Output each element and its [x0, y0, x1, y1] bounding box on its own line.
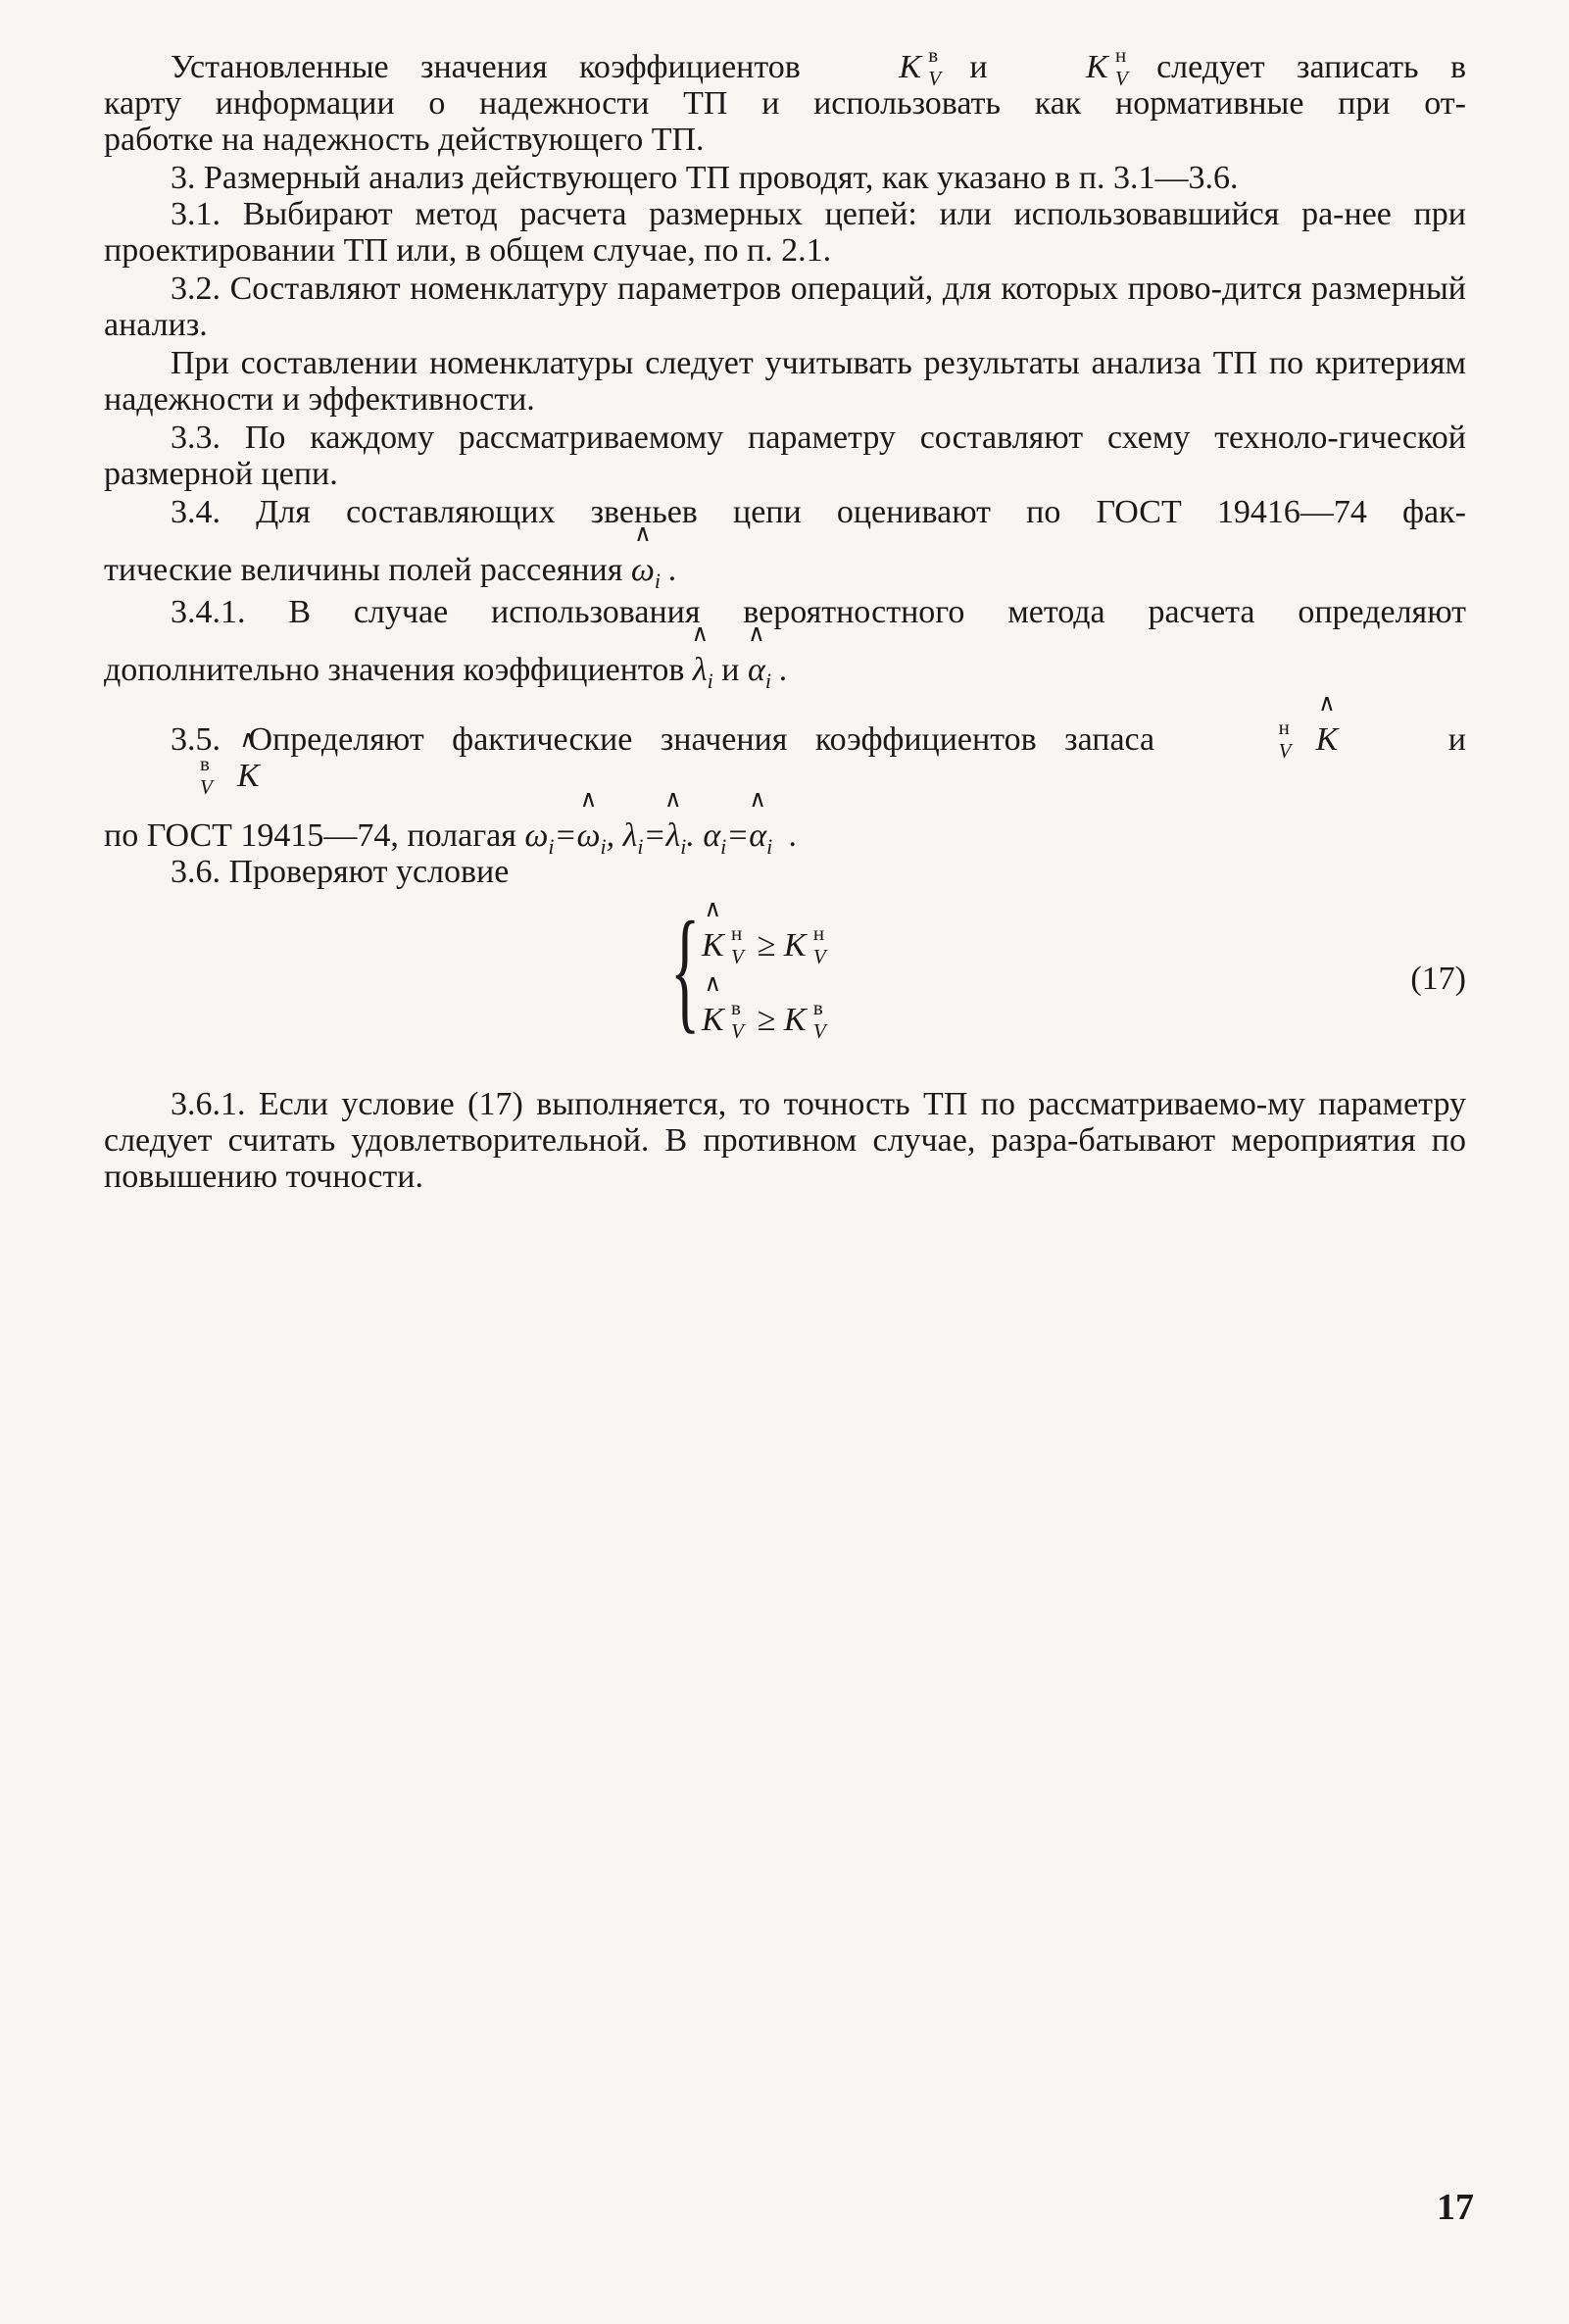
- symbol-k: K: [783, 927, 807, 964]
- sub-v: V: [1278, 739, 1292, 763]
- text-span: 3.5. Определяют фактические значения коэффициентов запаса: [171, 721, 1155, 758]
- coef-kv-upper: [832, 43, 942, 90]
- omega-symbol: ω: [524, 817, 549, 854]
- sub-v: V: [812, 945, 826, 968]
- page-number: 17: [1437, 2187, 1474, 2228]
- section-3-6: 3.6. Проверяют условие: [171, 854, 510, 890]
- sub-i: i: [548, 833, 555, 859]
- text-span: по ГОСТ 19415—74, полагая: [104, 817, 516, 854]
- text-span: следует записать в: [1156, 49, 1467, 85]
- text-span: дополнительно значения коэффициентов: [104, 652, 685, 688]
- geq: ≥: [757, 1002, 776, 1038]
- text-span: Установленные значения коэффициентов: [171, 49, 801, 85]
- symbol-k: ∧ K: [702, 927, 724, 964]
- rhs-1: [783, 921, 826, 968]
- symbol-k: K: [1085, 49, 1108, 85]
- word-and: и: [721, 652, 740, 688]
- sup-v: в: [200, 752, 210, 775]
- word-and: и: [969, 49, 988, 85]
- alpha-symbol: ∧ α: [748, 652, 765, 688]
- coef-kv-hat-n: [1183, 716, 1372, 763]
- formula-row-2: [702, 996, 826, 1043]
- sup-v: в: [928, 43, 939, 67]
- symbol-k: ∧ K: [702, 1002, 724, 1038]
- section-3-2-note: При составлении номенклатуры следует учитывать результаты анализа ТП по критериям надежности и эффективности.: [104, 345, 1466, 418]
- sup-n: н: [731, 921, 743, 945]
- lambda-alpha-hat: ∧ $\lambda_i$ и ∧ $\alpha_i$ .: [693, 652, 788, 688]
- section-3-4-line2: [104, 552, 1466, 593]
- sub-i: i: [766, 833, 773, 859]
- text-span: тические величины полей рассеяния: [104, 552, 623, 588]
- word-and: и: [1447, 721, 1466, 758]
- sub-i: i: [654, 568, 662, 593]
- paragraph-intro-line3: работке на надежность действующего ТП.: [104, 122, 705, 158]
- sup-v: в: [812, 996, 823, 1019]
- paragraph-intro-line1: [104, 43, 1467, 90]
- sup-n: н: [1114, 43, 1127, 67]
- section-3-1: 3.1. Выбирают метод расчета размерных цепей: или использовавшийся ра-нее при проектировании ТП или, в общем случае, по п. 2.1.: [104, 196, 1466, 269]
- section-3-5-line2: [104, 817, 1466, 859]
- condition-formula: [104, 894, 1466, 1064]
- sub-i: i: [720, 833, 727, 859]
- sub-v: V: [812, 1019, 826, 1043]
- lambda-symbol: λ: [622, 817, 638, 854]
- section-3-3: 3.3. По каждому рассматриваемому параметру составляют схему техноло-гической размерной цепи.: [104, 420, 1466, 492]
- document-body: [104, 43, 1467, 1195]
- section-3: 3. Размерный анализ действующего ТП проводят, как указано в п. 3.1—3.6.: [171, 160, 1239, 196]
- sup-n: н: [1278, 716, 1290, 739]
- sub-i: i: [707, 668, 713, 693]
- sub-v: V: [731, 945, 744, 968]
- equation-number: (17): [1410, 961, 1466, 997]
- section-3-4-1-line2: [104, 652, 1466, 693]
- omega-hat: ∧ $\omega_i$ .: [631, 552, 677, 588]
- symbol-k: ∧ K: [171, 758, 260, 794]
- sup-v: в: [731, 996, 741, 1019]
- sub-i: i: [680, 833, 687, 859]
- omega-hat-symbol: ∧ ω: [577, 817, 601, 854]
- section-3-6-1: 3.6.1. Если условие (17) выполняется, то точность ТП по рассматриваемо-му параметру следует считать удовлетворительной. В противном случае, разра-батывают мероприятия по повышению точности.: [104, 1086, 1466, 1195]
- geq: ≥: [757, 927, 776, 964]
- sub-i: i: [637, 833, 644, 859]
- paragraph-intro-line2: карту информации о надежности ТП и использовать как нормативные при от-: [104, 85, 1466, 122]
- lambda-symbol: ∧ λ: [693, 652, 708, 688]
- coef-kv-lower: [1019, 43, 1128, 90]
- symbol-k: K: [783, 1002, 807, 1038]
- section-3-4-line1: 3.4. Для составляющих звеньев цепи оценивают по ГОСТ 19416—74 фак-: [171, 494, 1466, 530]
- alpha-hat-symbol: ∧ α: [749, 817, 766, 854]
- coef-kv-hat-v: [104, 752, 260, 799]
- section-3-2: 3.2. Составляют номенклатуру параметров операций, для которых прово-дится размерный анализ.: [104, 271, 1466, 343]
- assumption-formula: $\omega_i=\wedge$ $\omega_i$, $\lambda_i=\wedge$ $\lambda_i$. $\alpha_i=\wedge$ $\alpha_i$ .: [524, 817, 797, 854]
- sub-i: i: [764, 668, 771, 693]
- sub-i: i: [600, 833, 607, 859]
- section-3-5-line1: [104, 716, 1466, 799]
- symbol-k: ∧ K: [1250, 721, 1339, 758]
- alpha-symbol: α: [703, 817, 721, 854]
- symbol-k: K: [899, 49, 921, 85]
- lambda-hat-symbol: ∧ λ: [665, 817, 680, 854]
- formula-row-1: [702, 921, 826, 968]
- sub-v: V: [1114, 67, 1128, 90]
- sup-n: н: [812, 921, 825, 945]
- omega-symbol: ∧ ω: [631, 552, 655, 588]
- rhs-2: [783, 996, 826, 1043]
- sub-v: V: [200, 775, 213, 799]
- brace: {: [670, 894, 701, 1046]
- sub-v: V: [928, 67, 942, 90]
- sub-v: V: [731, 1019, 744, 1043]
- section-3-4-1-line1: 3.4.1. В случае использования вероятностного метода расчета определяют: [171, 594, 1466, 630]
- lhs-1: [702, 921, 749, 968]
- lhs-2: [702, 996, 749, 1043]
